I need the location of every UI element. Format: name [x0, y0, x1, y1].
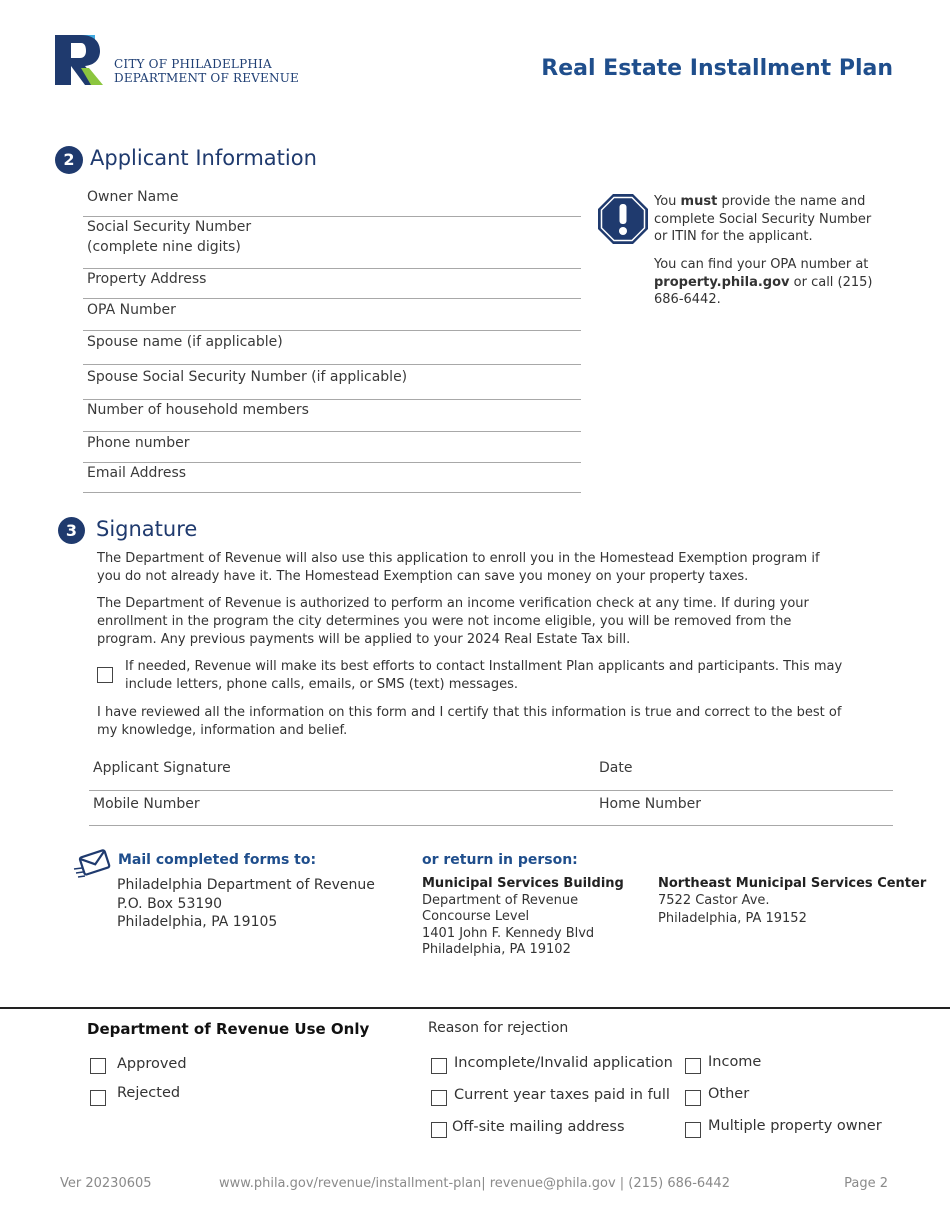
applicant-signature-field[interactable]: Applicant Signature	[93, 760, 231, 776]
msb-line-1: Department of Revenue	[422, 892, 579, 908]
opa-number-field[interactable]	[83, 300, 581, 331]
section-number-3: 3	[58, 517, 85, 544]
household-members-label: Number of household members	[87, 402, 309, 418]
phone-field[interactable]	[83, 433, 581, 463]
philadelphia-r-logo-icon	[55, 35, 105, 85]
msb-address	[422, 876, 624, 959]
other-checkbox[interactable]	[685, 1090, 701, 1106]
office-use-title: Department of Revenue Use Only	[87, 1020, 370, 1038]
mail-heading: Mail completed forms to:	[118, 852, 317, 868]
owner-name-label: Owner Name	[87, 189, 179, 205]
spouse-ssn-label: Spouse Social Security Number (if applicable)	[87, 369, 408, 385]
ssn-label: Social Security Number	[87, 219, 252, 235]
mobile-number-field[interactable]: Mobile Number	[93, 796, 200, 812]
rejection-reason-label: Reason for rejection	[428, 1020, 569, 1036]
version-text: Ver 20230605	[60, 1176, 152, 1191]
msb-line-2: Concourse Level	[422, 909, 530, 924]
opa-notice-text-2: or call (215) 686-6442.	[654, 274, 873, 307]
applicant-heading: Applicant Information	[90, 146, 317, 170]
ssn-notice	[654, 193, 884, 246]
taxes-paid-label: Current year taxes paid in full	[454, 1087, 670, 1103]
notice-text-2: provide the name and complete Social Security Number or ITIN for the applicant.	[654, 194, 872, 244]
nemsc-name: Northeast Municipal Services Center	[658, 876, 927, 891]
incomplete-checkbox[interactable]	[431, 1058, 447, 1074]
incomplete-label: Incomplete/Invalid application	[454, 1055, 673, 1071]
msb-line-4: Philadelphia, PA 19102	[422, 942, 571, 957]
phone-label: Phone number	[87, 435, 190, 451]
property-site-link[interactable]: property.phila.gov	[654, 274, 790, 290]
msb-name: Municipal Services Building	[422, 876, 624, 891]
office-use-divider	[0, 1007, 950, 1009]
email-field[interactable]	[83, 463, 581, 493]
contact-consent-text: If needed, Revenue will make its best efforts to contact Installment Plan applicants and participants. This may include letters, phone calls, emails, or SMS (text) messages.	[125, 659, 843, 692]
nemsc-line-2: Philadelphia, PA 19152	[658, 911, 807, 926]
approved-label: Approved	[117, 1056, 187, 1072]
logo-org-name	[114, 57, 299, 85]
household-members-field[interactable]	[83, 400, 581, 432]
income-checkbox[interactable]	[685, 1058, 701, 1074]
exclamation-octagon-icon	[597, 193, 649, 245]
document-title: Real Estate Installment Plan	[541, 56, 893, 81]
section-number-2: 2	[55, 146, 83, 174]
income-verification-paragraph: The Department of Revenue is authorized to perform an income verification check at any time. If during your enrollment in the program the city determines you were not income eligible, you will be removed from the program. Any previous payments will be applied to your 2024 Real Estate Tax bill.	[97, 596, 809, 647]
opa-notice	[654, 256, 884, 309]
nemsc-line-1: 7522 Castor Ave.	[658, 892, 770, 908]
contact-consent-checkbox[interactable]	[97, 667, 113, 683]
email-label: Email Address	[87, 465, 187, 481]
opa-notice-text-1: You can find your OPA number at	[654, 257, 869, 272]
spouse-name-field[interactable]	[83, 332, 581, 365]
approved-checkbox[interactable]	[90, 1058, 106, 1074]
date-field[interactable]: Date	[599, 760, 633, 776]
notice-text-1: You	[654, 194, 681, 209]
signature-row	[89, 760, 893, 791]
offsite-checkbox[interactable]	[431, 1122, 447, 1138]
opa-number-label: OPA Number	[87, 302, 176, 318]
income-label: Income	[708, 1054, 762, 1070]
other-label: Other	[708, 1086, 750, 1102]
logo-line-2: DEPARTMENT OF REVENUE	[114, 71, 299, 85]
spouse-ssn-field[interactable]	[83, 367, 581, 400]
phone-number-row	[89, 796, 893, 826]
certification-text: I have reviewed all the information on this form and I certify that this information is true and correct to the best of my knowledge, information and belief.	[97, 705, 842, 738]
multiple-owner-checkbox[interactable]	[685, 1122, 701, 1138]
signature-heading: Signature	[96, 517, 198, 541]
envelope-icon	[73, 848, 111, 880]
mail-address-line-1: Philadelphia Department of Revenue	[117, 877, 375, 893]
taxes-paid-checkbox[interactable]	[431, 1090, 447, 1106]
rejected-label: Rejected	[117, 1085, 181, 1101]
mail-address-line-3: Philadelphia, PA 19105	[117, 914, 278, 930]
rejected-checkbox[interactable]	[90, 1090, 106, 1106]
ssn-sublabel: (complete nine digits)	[87, 239, 241, 255]
mail-address-line-2: P.O. Box 53190	[117, 895, 223, 912]
offsite-label: Off-site mailing address	[452, 1119, 625, 1135]
msb-line-3: 1401 John F. Kennedy Blvd	[422, 925, 595, 941]
contact-footer[interactable]: www.phila.gov/revenue/installment-plan| revenue@phila.gov | (215) 686-6442	[219, 1176, 730, 1191]
notice-must: must	[680, 194, 718, 209]
property-address-label: Property Address	[87, 271, 207, 287]
nemsc-address	[658, 876, 926, 928]
home-number-field[interactable]: Home Number	[599, 796, 702, 812]
homestead-paragraph: The Department of Revenue will also use this application to enroll you in the Homestead Exemption program if you do not already have it. The Homestead Exemption can save you money on your property taxes.	[97, 551, 820, 584]
owner-name-field[interactable]	[83, 187, 581, 217]
property-address-field[interactable]	[83, 269, 581, 299]
logo-line-1: CITY OF PHILADELPHIA	[114, 57, 272, 71]
page-number: Page 2	[844, 1176, 888, 1191]
city-logo	[55, 35, 105, 85]
ssn-field[interactable]	[83, 217, 581, 269]
mail-address	[117, 876, 375, 932]
multiple-owner-label: Multiple property owner	[708, 1118, 882, 1134]
in-person-heading: or return in person:	[422, 852, 578, 868]
spouse-name-label: Spouse name (if applicable)	[87, 334, 283, 350]
